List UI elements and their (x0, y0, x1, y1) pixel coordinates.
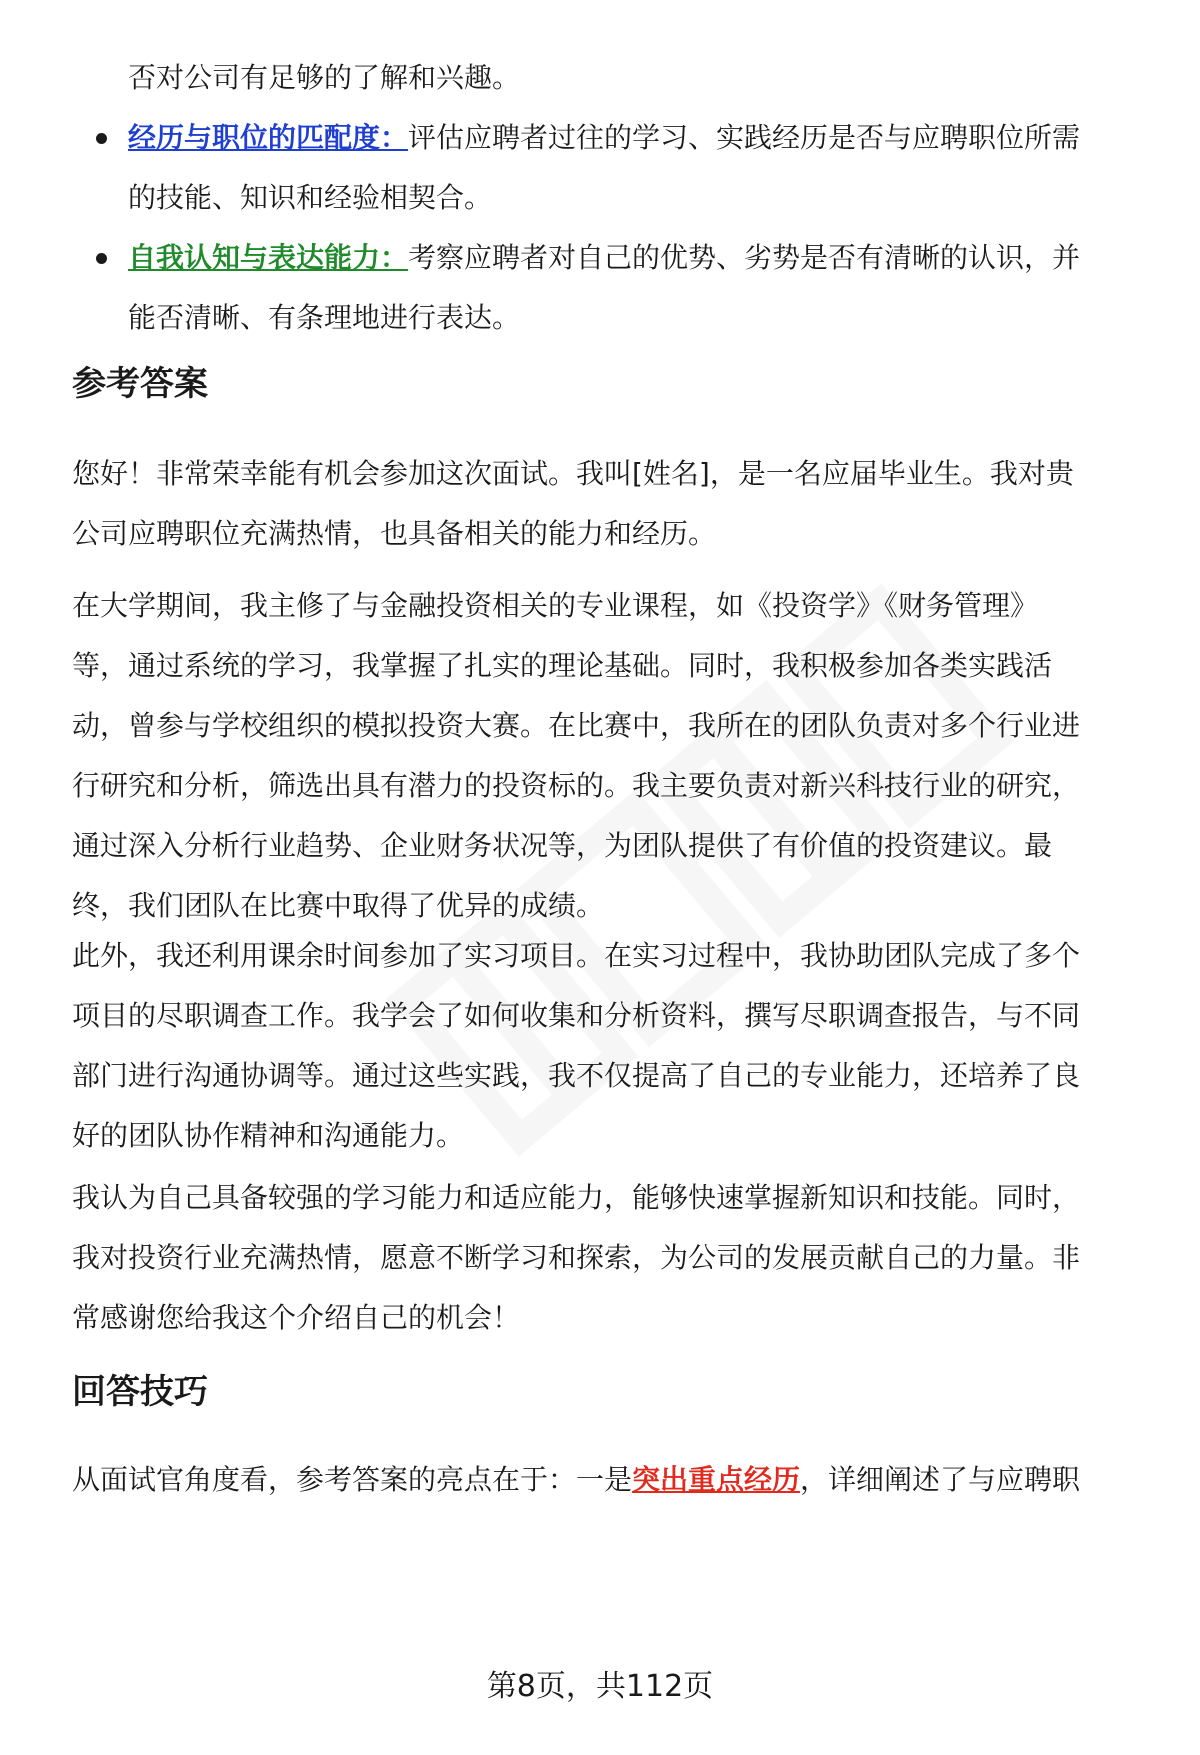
paragraph-line: 我认为自己具备较强的学习能力和适应能力，能够快速掌握新知识和技能。同时， (72, 1181, 1081, 1214)
paragraph-line: 此外，我还利用课余时间参加了实习项目。在实习过程中，我协助团队完成了多个 (72, 939, 1081, 972)
bullet-icon (96, 133, 107, 144)
paragraph-line: 我对投资行业充满热情，愿意不断学习和探索，为公司的发展贡献自己的力量。非 (72, 1241, 1081, 1274)
bullet-icon (96, 253, 107, 264)
paragraph-line: 终，我们团队在比赛中取得了优异的成绩。 (72, 889, 605, 922)
paragraph-line: 常感谢您给我这个介绍自己的机会！ (72, 1301, 521, 1334)
paragraph-line: 动，曾参与学校组织的模拟投资大赛。在比赛中，我所在的团队负责对多个行业进 (72, 709, 1081, 742)
page-number: 第8页，共112页 (486, 1669, 714, 1704)
list-item-text: 能否清晰、有条理地进行表达。 (128, 301, 521, 334)
paragraph-line: 好的团队协作精神和沟通能力。 (72, 1119, 465, 1152)
list-item (72, 228, 1142, 348)
answer-paragraph-3 (72, 926, 1142, 1166)
paragraph-line: 行研究和分析，筛选出具有潜力的投资标的。我主要负责对新兴科技行业的研究， (72, 769, 1081, 802)
list-item-text: 评估应聘者过往的学习、实践经历是否与应聘职位所需 (408, 121, 1081, 154)
paragraph-line: 您好！非常荣幸能有机会参加这次面试。我叫[姓名]，是一名应届毕业生。我对贵 (72, 457, 1074, 490)
criteria-list (72, 48, 1142, 348)
answer-paragraph-1 (72, 444, 1142, 564)
keyword-experience-match: 经历与职位的匹配度： (128, 121, 409, 154)
keyword-highlight-experience: 突出重点经历 (632, 1463, 801, 1496)
criteria-intro-tail: 否对公司有足够的了解和兴趣。 (128, 61, 521, 94)
paragraph-line: 项目的尽职调查工作。我学会了如何收集和分析资料，撰写尽职调查报告，与不同 (72, 999, 1081, 1032)
section-heading-answer: 参考答案 (72, 364, 208, 404)
answer-paragraph-4 (72, 1168, 1142, 1348)
paragraph-line: 通过深入分析行业趋势、企业财务状况等，为团队提供了有价值的投资建议。最 (72, 829, 1053, 862)
paragraph-text: ，详细阐述了与应聘职 (800, 1463, 1081, 1496)
paragraph-text: 从面试官角度看，参考答案的亮点在于：一是 (72, 1463, 633, 1496)
paragraph-line: 等，通过系统的学习，我掌握了扎实的理论基础。同时，我积极参加各类实践活 (72, 649, 1053, 682)
paragraph-line: 部门进行沟通协调等。通过这些实践，我不仅提高了自己的专业能力，还培养了良 (72, 1059, 1081, 1092)
paragraph-line: 公司应聘职位充满热情，也具备相关的能力和经历。 (72, 517, 717, 550)
list-item-text: 的技能、知识和经验相契合。 (128, 181, 493, 214)
paragraph-line: 在大学期间，我主修了与金融投资相关的专业课程，如《投资学》《财务管理》 (72, 589, 1039, 622)
tips-paragraph (72, 1450, 1142, 1510)
answer-paragraph-2 (72, 576, 1142, 936)
keyword-self-awareness: 自我认知与表达能力： (128, 241, 409, 274)
section-heading-tips: 回答技巧 (72, 1372, 208, 1412)
list-item-text: 考察应聘者对自己的优势、劣势是否有清晰的认识，并 (408, 241, 1081, 274)
list-item (72, 108, 1142, 228)
